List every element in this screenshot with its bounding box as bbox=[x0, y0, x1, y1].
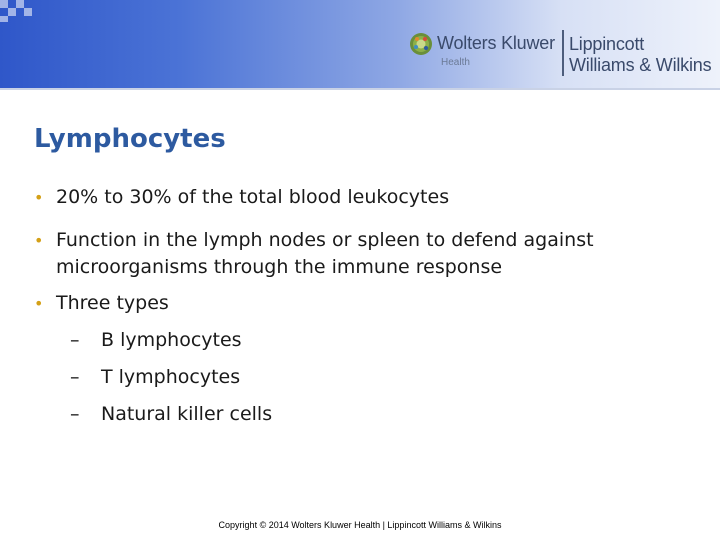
bullet-dot-icon: • bbox=[34, 188, 44, 207]
dash-icon: – bbox=[70, 329, 80, 351]
publisher-logo bbox=[405, 28, 720, 80]
dash-icon: – bbox=[70, 366, 80, 388]
header-band bbox=[0, 0, 720, 88]
bullet-text: Function in the lymph nodes or spleen to defend against microorganisms through the immune response bbox=[56, 229, 594, 278]
bullet-dot-icon: • bbox=[34, 294, 44, 313]
logo-imprint-line2: Williams & Wilkins bbox=[569, 55, 712, 75]
bullet-dot-icon: • bbox=[34, 231, 44, 250]
sub-bullet-text: T lymphocytes bbox=[101, 366, 241, 388]
bullet-item bbox=[34, 184, 704, 211]
header-divider bbox=[0, 88, 720, 90]
sub-bullet-text: B lymphocytes bbox=[101, 329, 242, 351]
bullet-text: Three types bbox=[56, 292, 169, 314]
logo-division: Health bbox=[441, 57, 470, 68]
globe-icon bbox=[409, 32, 433, 56]
logo-company: Wolters Kluwer bbox=[437, 33, 555, 53]
slide-title: Lymphocytes bbox=[34, 124, 226, 154]
logo-divider bbox=[562, 30, 564, 76]
bullet-item bbox=[34, 227, 704, 281]
dash-icon: – bbox=[70, 403, 80, 425]
sub-bullet-text: Natural killer cells bbox=[101, 403, 273, 425]
copyright-footer: Copyright © 2014 Wolters Kluwer Health | Lippincott Williams & Wilkins bbox=[218, 520, 502, 530]
checker-decoration bbox=[0, 0, 40, 22]
bullet-text: 20% to 30% of the total blood leukocytes bbox=[56, 186, 450, 208]
logo-imprint-line1: Lippincott bbox=[569, 34, 645, 54]
bullet-item bbox=[34, 290, 704, 317]
